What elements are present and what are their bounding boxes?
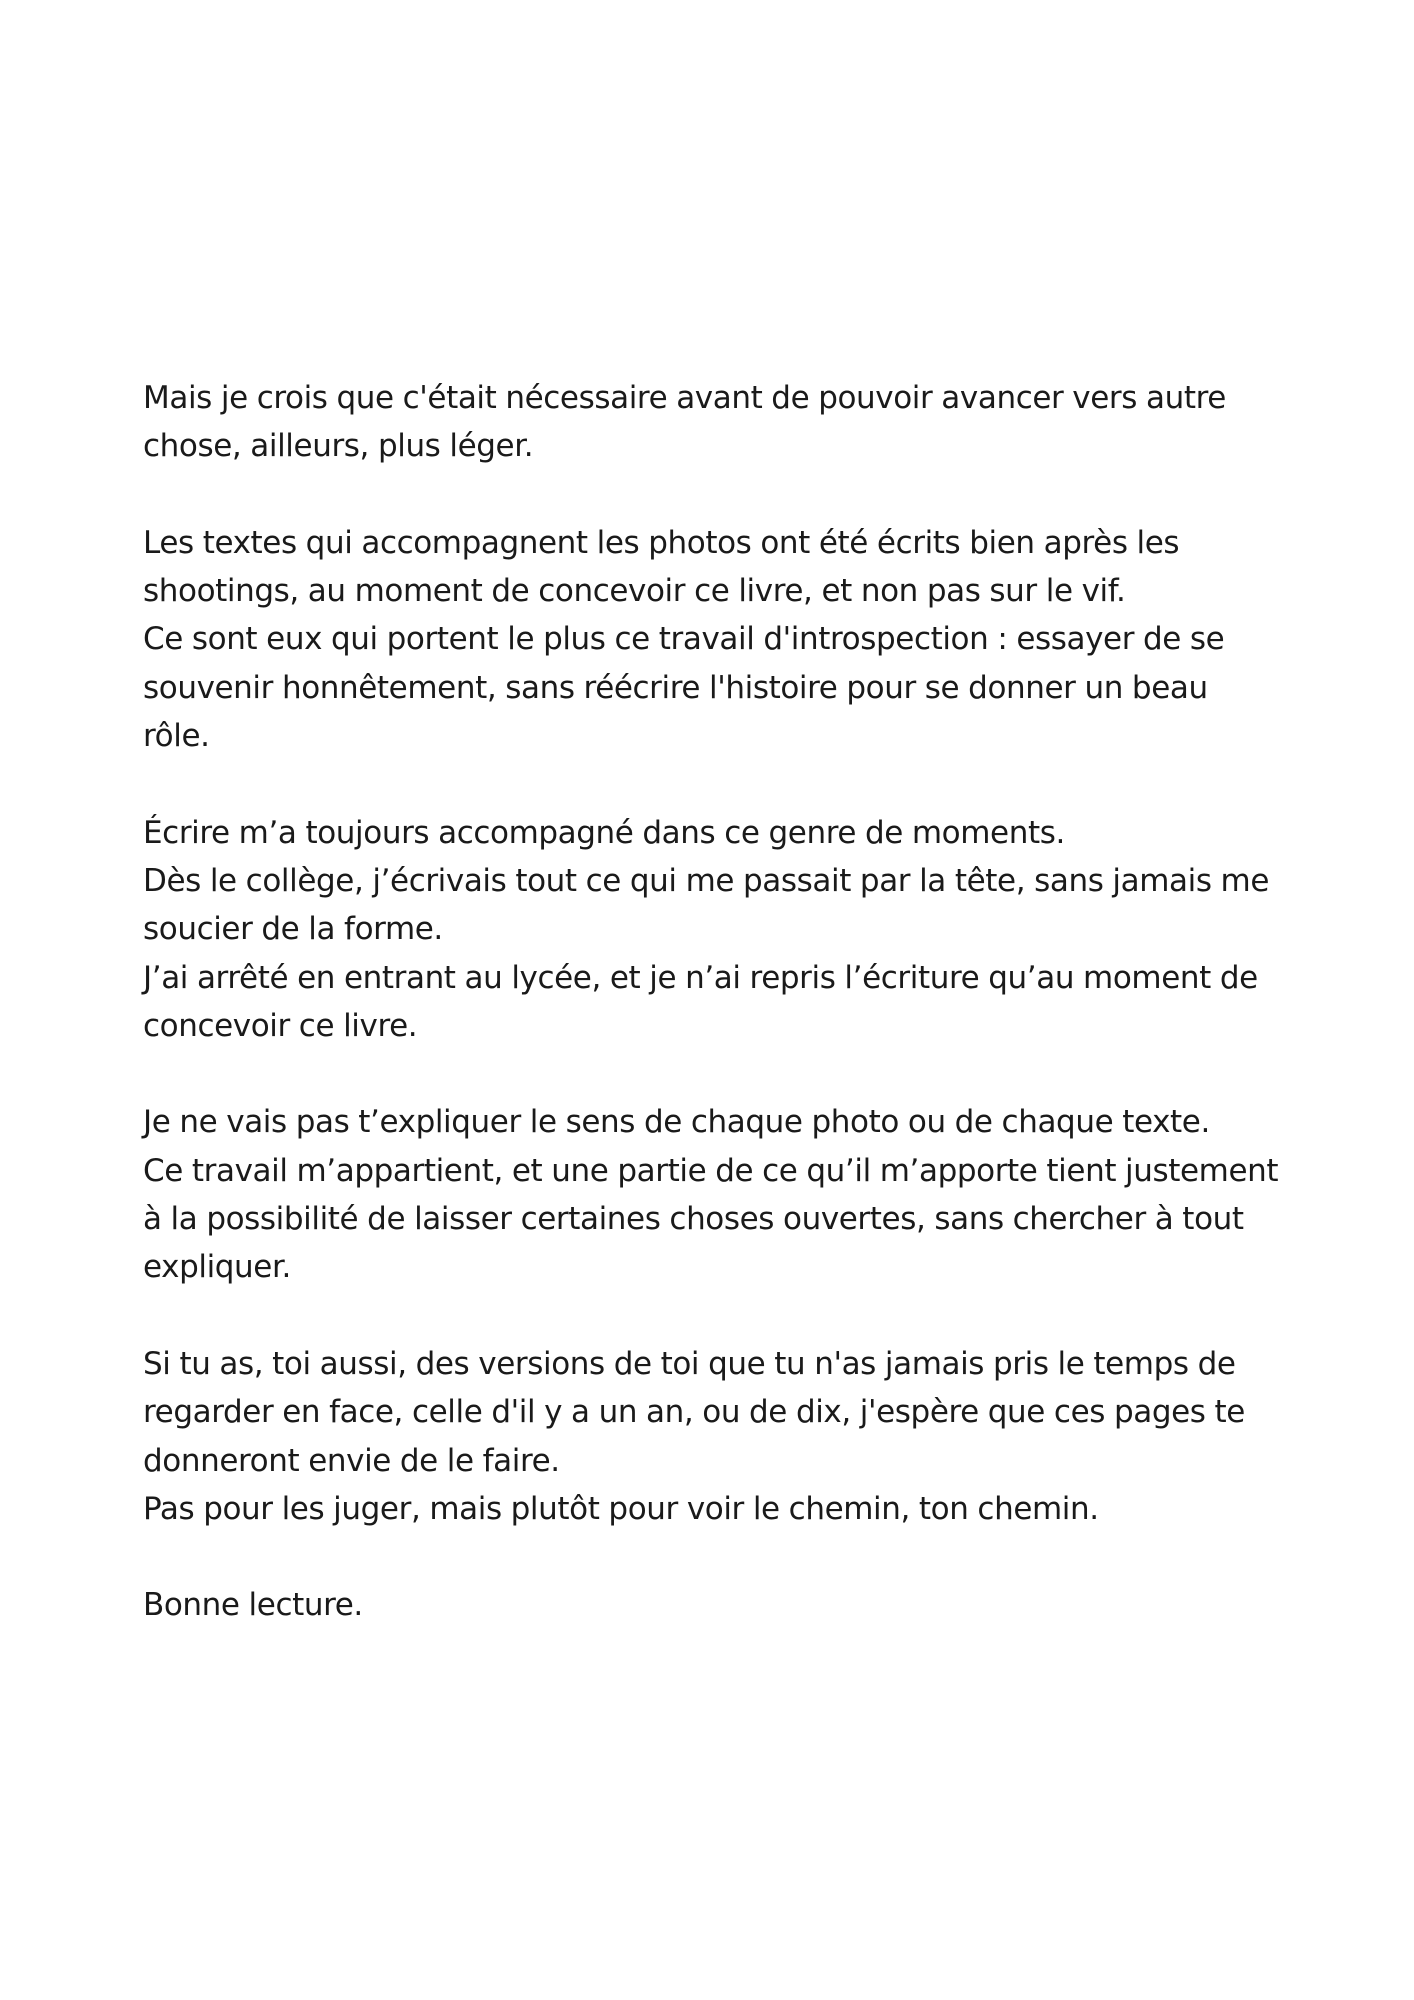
paragraph-gap xyxy=(143,1533,1293,1581)
text-line: rôle. xyxy=(143,718,210,755)
text-line: Bonne lecture. xyxy=(143,1587,363,1624)
text-line: soucier de la forme. xyxy=(143,911,443,948)
paragraph xyxy=(143,1340,1293,1533)
paragraph-gap xyxy=(143,1050,1293,1098)
closing-paragraph xyxy=(143,1581,1293,1629)
text-line: Ce travail m’appartient, et une partie de ce qu’il m’apporte tient justement xyxy=(143,1152,1279,1189)
text-line: concevoir ce livre. xyxy=(143,1007,418,1044)
text-line: donneront envie de le faire. xyxy=(143,1442,560,1479)
paragraph xyxy=(143,809,1293,1050)
text-line: J’ai arrêté en entrant au lycée, et je n’ai repris l’écriture qu’au moment de xyxy=(143,959,1258,996)
text-line: Dès le collège, j’écrivais tout ce qui me passait par la tête, sans jamais me xyxy=(143,862,1270,899)
paragraph xyxy=(143,374,1293,471)
text-line: à la possibilité de laisser certaines choses ouvertes, sans chercher à tout xyxy=(143,1201,1244,1238)
text-line: Je ne vais pas t’expliquer le sens de chaque photo ou de chaque texte. xyxy=(143,1104,1210,1141)
text-line: chose, ailleurs, plus léger. xyxy=(143,428,534,465)
text-line: Pas pour les juger, mais plutôt pour voir le chemin, ton chemin. xyxy=(143,1490,1099,1527)
text-line: souvenir honnêtement, sans réécrire l'histoire pour se donner un beau xyxy=(143,669,1208,706)
text-line: Si tu as, toi aussi, des versions de toi que tu n'as jamais pris le temps de xyxy=(143,1345,1236,1382)
text-line: Mais je crois que c'était nécessaire avant de pouvoir avancer vers autre xyxy=(143,380,1226,416)
text-line: Écrire m’a toujours accompagné dans ce genre de moments. xyxy=(143,814,1065,851)
text-line: regarder en face, celle d'il y a un an, ou de dix, j'espère que ces pages te xyxy=(143,1394,1245,1431)
paragraph-gap xyxy=(143,471,1293,519)
paragraph xyxy=(143,519,1293,760)
text-line: shootings, au moment de concevoir ce livre, et non pas sur le vif. xyxy=(143,573,1126,610)
text-line: Les textes qui accompagnent les photos ont été écrits bien après les xyxy=(143,524,1180,561)
text-line: expliquer. xyxy=(143,1249,291,1286)
paragraph xyxy=(143,1098,1293,1291)
body-text xyxy=(143,374,1293,1630)
text-line: Ce sont eux qui portent le plus ce travail d'introspection : essayer de se xyxy=(143,621,1225,658)
paragraph-gap xyxy=(143,1292,1293,1340)
paragraph-gap xyxy=(143,760,1293,808)
